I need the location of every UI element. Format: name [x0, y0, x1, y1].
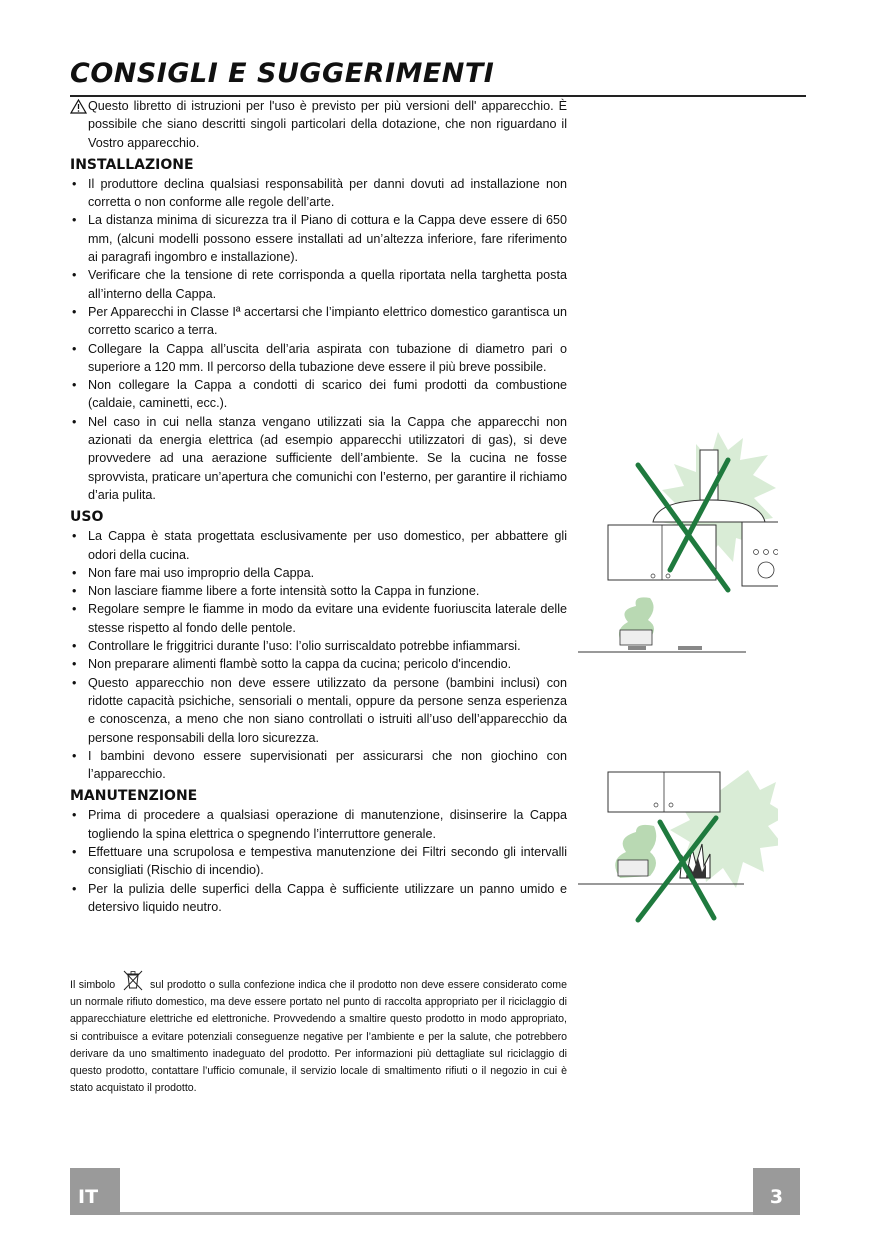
- open-flame-illustration: [578, 760, 778, 925]
- list-item: • Questo apparecchio non deve essere utilizzato da persone (bambini inclusi) con ridotte capacità psichiche, sensoriali o mentali, oppure da persone senza esperienza e conoscenza, a meno che non siano controllati o istruiti all’uso dell’apparecchio da persone responsabili della loro sicurezza.: [72, 675, 567, 745]
- weee-text-after: sul prodotto o sulla confezione indica che il prodotto non deve essere considerato come un normale rifiuto domestico, ma deve essere portato nel punto di raccolta appropriato per il riciclaggio di apparecchiature elettriche ed elettroniche. Provvedendo a smaltire questo prodotto in modo appropriato, si contribuisce a evitare potenziali conseguenze negative per l’ambiente e per la salute, che potrebbero derivare da uno smaltimento inadeguato del prodotto. Per informazioni più dettagliate sul riciclaggio di questo prodotto, contattare l’ufficio comunale, il servizio locale di smaltimento rifiuti o il negozio in cui è stato acquistato il prodotto.: [70, 979, 567, 1095]
- list-item: • Il produttore declina qualsiasi responsabilità per danni dovuti ad installazione non corretta o non conforme alle regole dell’arte.: [72, 176, 567, 210]
- list-item: • I bambini devono essere supervisionati per assicurarsi che non giochino con l’apparecchio.: [72, 748, 567, 782]
- uso-heading: USO: [70, 509, 104, 526]
- list-item: • Controllare le friggitrici durante l’uso: l’olio surriscaldato potrebbe infiammarsi.: [72, 639, 521, 654]
- weee-notice: [70, 968, 567, 1097]
- list-item: • Non collegare la Cappa a condotti di scarico dei fumi prodotti da combustione (caldaie, caminetti, ecc.).: [72, 378, 567, 411]
- list-item: • Per Apparecchi in Classe Iª accertarsi che l’impianto elettrico domestico garantisca un corretto scarico a terra.: [72, 304, 567, 338]
- intro-note: [70, 97, 567, 152]
- hood-installation-illustration: [578, 430, 778, 660]
- list-item: • La Cappa è stata progettata esclusivamente per uso domestico, per abbattere gli odori della cucina.: [72, 529, 567, 562]
- list-item: • Nel caso in cui nella stanza vengano utilizzati sia la Cappa che apparecchi non azionati da energia elettrica (ad esempio apparecchi utilizzatori di gas), si deve provvedere ad una aerazione sufficiente dell’ambiente. Se la cucina ne fosse sprovvista, praticare un’apertura che comunichi con l’esterno, per garantire il richiamo d’aria pulita.: [72, 414, 567, 502]
- list-item: • Effettuare una scrupolosa e tempestiva manutenzione dei Filtri secondo gli intervalli consigliati (Rischio di incendio).: [72, 844, 567, 878]
- warning-icon: [70, 99, 87, 114]
- list-item: • Regolare sempre le fiamme in modo da evitare una evidente fuoriuscita laterale delle stesse rispetto al fondo delle pentole.: [72, 602, 567, 635]
- language-badge: IT: [70, 1168, 120, 1215]
- list-item: • Prima di procedere a qualsiasi operazione di manutenzione, disinserire la Cappa togliendo la spina elettrica o spegnendo l’interruttore generale.: [72, 808, 567, 841]
- list-item: • Non preparare alimenti flambè sotto la cappa da cucina; pericolo d'incendio.: [72, 657, 512, 672]
- intro-text: Questo libretto di istruzioni per l'uso è previsto per più versioni dell' apparecchio. È possibile che siano descritti singoli particolari della dotazione, che non riguardano il Vostro apparecchio.: [88, 99, 567, 150]
- list-item: • Per la pulizia delle superfici della Cappa è sufficiente utilizzare un panno umido e detersivo liquido neutro.: [72, 881, 567, 914]
- list-item: • Collegare la Cappa all’uscita dell’aria aspirata con tubazione di diametro pari o superiore a 120 mm. Il percorso della tubazione deve essere il più breve possibile.: [72, 341, 567, 374]
- main-content: [70, 97, 567, 916]
- list-item: • Verificare che la tensione di rete corrisponda a quella riportata nella targhetta posta all’interno della Cappa.: [72, 268, 567, 301]
- manutenzione-list: [70, 806, 567, 916]
- footer-rule: [120, 1212, 753, 1215]
- installazione-list: [70, 175, 567, 504]
- page-title: CONSIGLI E SUGGERIMENTI: [70, 58, 495, 89]
- page-number: 3: [753, 1168, 800, 1215]
- list-item: • La distanza minima di sicurezza tra il Piano di cottura e la Cappa deve essere di 650 mm, (alcuni modelli possono essere installati ad un’altezza inferiore, fare riferimento ai paragrafi ingombro e installazione).: [72, 213, 567, 265]
- weee-text-before: Il simbolo: [70, 979, 116, 991]
- installazione-heading: INSTALLAZIONE: [70, 156, 194, 173]
- manutenzione-heading: MANUTENZIONE: [70, 788, 198, 805]
- uso-list: [70, 527, 567, 783]
- list-item: • Non fare mai uso improprio della Cappa.: [72, 565, 315, 580]
- crossed-bin-icon: [121, 968, 145, 992]
- list-item: • Non lasciare fiamme libere a forte intensità sotto la Cappa in funzione.: [72, 584, 480, 599]
